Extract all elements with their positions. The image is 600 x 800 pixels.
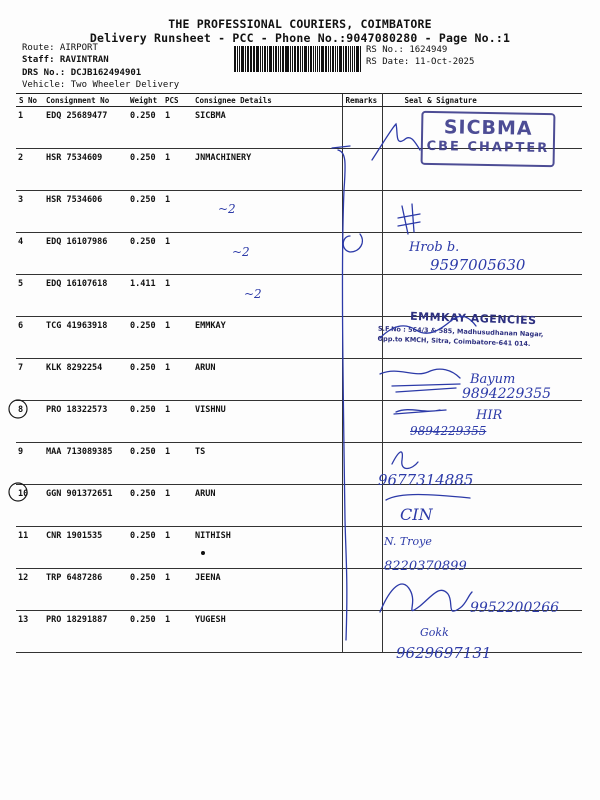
row-sno: 4 — [16, 233, 43, 275]
row-remarks — [342, 317, 382, 359]
row-remarks — [342, 107, 382, 149]
handwritten-name-row8: HIR — [476, 408, 503, 423]
sicbma-stamp-title: SICBMA — [443, 116, 533, 140]
row-sno: 11 — [16, 527, 43, 569]
row-remarks — [342, 443, 382, 485]
row-consignment-no: EDQ 16107986 — [43, 233, 127, 275]
row-remarks — [342, 401, 382, 443]
row-weight: 0.250 — [127, 233, 162, 275]
company-title: THE PROFESSIONAL COURIERS, COIMBATORE — [168, 17, 432, 31]
row-consignment-no: CNR 1901535 — [43, 527, 127, 569]
handwritten-name-row4: Hrob b. — [409, 240, 460, 255]
row-consignment-no: HSR 7534606 — [43, 191, 127, 233]
col-header-pcs: PCS — [162, 94, 192, 107]
table-row — [16, 275, 582, 317]
row-consignee: NITHISH — [192, 527, 342, 569]
rs-date: RS Date: 11-Oct-2025 — [366, 57, 475, 67]
row-remarks — [342, 191, 382, 233]
row-sno: 3 — [16, 191, 43, 233]
row-pcs: 1 — [162, 611, 192, 653]
row-pcs: 1 — [162, 149, 192, 191]
row-pcs: 1 — [162, 569, 192, 611]
col-header-consignee: Consignee Details — [192, 94, 342, 107]
row-consignment-no: HSR 7534609 — [43, 149, 127, 191]
row-weight: 0.250 — [127, 149, 162, 191]
vehicle-label: Vehicle: Two Wheeler Delivery — [22, 80, 180, 90]
handwritten-name-row13: Gokk — [420, 626, 449, 639]
handwritten-phone-row8: 9894229355 — [410, 424, 487, 438]
handwritten-dash-row5: ~2 — [244, 287, 262, 301]
row-pcs: 1 — [162, 401, 192, 443]
row-consignment-no: KLK 8292254 — [43, 359, 127, 401]
row-consignee: ARUN — [192, 359, 342, 401]
row-consignee: YUGESH — [192, 611, 342, 653]
col-header-remarks: Remarks — [342, 94, 382, 107]
route-label: Route: AIRPORT — [22, 43, 98, 53]
handwritten-phone-row7: 9894229355 — [462, 386, 552, 402]
handwritten-phone-row11: 8220370899 — [384, 559, 467, 574]
row-sno: 9 — [16, 443, 43, 485]
row-consignee: EMMKAY — [192, 317, 342, 359]
row-weight: 0.250 — [127, 317, 162, 359]
table-row — [16, 527, 582, 569]
row-weight: 1.411 — [127, 275, 162, 317]
row-pcs: 1 — [162, 485, 192, 527]
col-header-sno: S No — [16, 94, 43, 107]
row-pcs: 1 — [162, 191, 192, 233]
row-weight: 0.250 — [127, 569, 162, 611]
row-weight: 0.250 — [127, 611, 162, 653]
row-pcs: 1 — [162, 527, 192, 569]
row-consignee — [192, 275, 342, 317]
row-consignee: JEENA — [192, 569, 342, 611]
row-sno: 13 — [16, 611, 43, 653]
row-pcs: 1 — [162, 233, 192, 275]
table-row — [16, 611, 582, 653]
row-consignee: SICBMA — [192, 107, 342, 149]
barcode — [234, 46, 362, 72]
handwritten-phone-row9: 9677314885 — [378, 471, 474, 489]
emmkay-stamp — [377, 309, 568, 350]
row-consignment-no: EDQ 25689477 — [43, 107, 127, 149]
row-remarks — [342, 527, 382, 569]
table-row — [16, 191, 582, 233]
row-sno: 8 — [16, 401, 43, 443]
row-pcs: 1 — [162, 275, 192, 317]
sicbma-stamp — [421, 111, 556, 167]
row-sno: 5 — [16, 275, 43, 317]
row-sno: 1 — [16, 107, 43, 149]
emmkay-stamp-title: EMMKAY AGENCIES — [409, 309, 537, 328]
table-row — [16, 485, 582, 527]
row-consignment-no: TRP 6487286 — [43, 569, 127, 611]
row-consignee — [192, 191, 342, 233]
handwritten-phone-row4: 9597005630 — [430, 256, 526, 274]
row-remarks — [342, 359, 382, 401]
row-weight: 0.250 — [127, 485, 162, 527]
row-sno: 6 — [16, 317, 43, 359]
row-remarks — [342, 485, 382, 527]
col-header-weight: Weight — [127, 94, 162, 107]
row-consignee: TS — [192, 443, 342, 485]
handwritten-name-row10: CIN — [400, 505, 433, 524]
rs-number: RS No.: 1624949 — [366, 45, 448, 55]
row-pcs: 1 — [162, 359, 192, 401]
runsheet-subtitle: Delivery Runsheet - PCC - Phone No.:9047080280 - Page No.:1 — [89, 31, 511, 45]
drs-number: DRS No.: DCJB162494901 — [22, 68, 142, 78]
row-weight: 0.250 — [127, 443, 162, 485]
table-header-row — [16, 94, 582, 107]
row-consignee: JNMACHINERY — [192, 149, 342, 191]
row-consignee: ARUN — [192, 485, 342, 527]
handwritten-phone-row13: 9629697131 — [396, 644, 492, 662]
row-remarks — [342, 149, 382, 191]
row-consignment-no: GGN 901372651 — [43, 485, 127, 527]
row-sno: 7 — [16, 359, 43, 401]
handwritten-name-row7: Bayum — [470, 372, 516, 387]
handwritten-dash-row4: ~2 — [232, 245, 250, 259]
row-pcs: 1 — [162, 317, 192, 359]
row-sno: 2 — [16, 149, 43, 191]
row-consignment-no: TCG 41963918 — [43, 317, 127, 359]
row-weight: 0.250 — [127, 107, 162, 149]
row-sno: 10 — [16, 485, 43, 527]
row-remarks — [342, 569, 382, 611]
row-weight: 0.250 — [127, 359, 162, 401]
row-consignment-no: PRO 18322573 — [43, 401, 127, 443]
table-row — [16, 443, 582, 485]
row-consignment-no: MAA 713089385 — [43, 443, 127, 485]
sicbma-stamp-subtitle: CBE CHAPTER — [426, 138, 550, 157]
row-remarks — [342, 275, 382, 317]
row-remarks — [342, 233, 382, 275]
staff-label: Staff: RAVINTRAN — [22, 55, 109, 65]
row-consignee — [192, 233, 342, 275]
row-consignment-no: PRO 18291887 — [43, 611, 127, 653]
row-weight: 0.250 — [127, 191, 162, 233]
row-consignee: VISHNU — [192, 401, 342, 443]
row-pcs: 1 — [162, 107, 192, 149]
handwritten-dash-row3: ~2 — [218, 202, 236, 216]
handwritten-phone-row12: 9952200266 — [470, 600, 560, 616]
row-consignment-no: EDQ 16107618 — [43, 275, 127, 317]
emmkay-stamp-address2: Opp.to KMCH, Sitra, Coimbatore-641 014. — [377, 334, 531, 349]
col-header-signature: Seal & Signature — [382, 94, 582, 107]
row-remarks — [342, 611, 382, 653]
row-sno: 12 — [16, 569, 43, 611]
emmkay-stamp-address1: S.F.No : 564/3 & 585, Madhusudhanan Nagar, — [377, 324, 544, 339]
row-signature — [382, 191, 582, 233]
col-header-consignment: Consignment No — [43, 94, 127, 107]
row-weight: 0.250 — [127, 401, 162, 443]
handwritten-name-row11: N. Troye — [384, 535, 432, 548]
row-weight: 0.250 — [127, 527, 162, 569]
row-pcs: 1 — [162, 443, 192, 485]
